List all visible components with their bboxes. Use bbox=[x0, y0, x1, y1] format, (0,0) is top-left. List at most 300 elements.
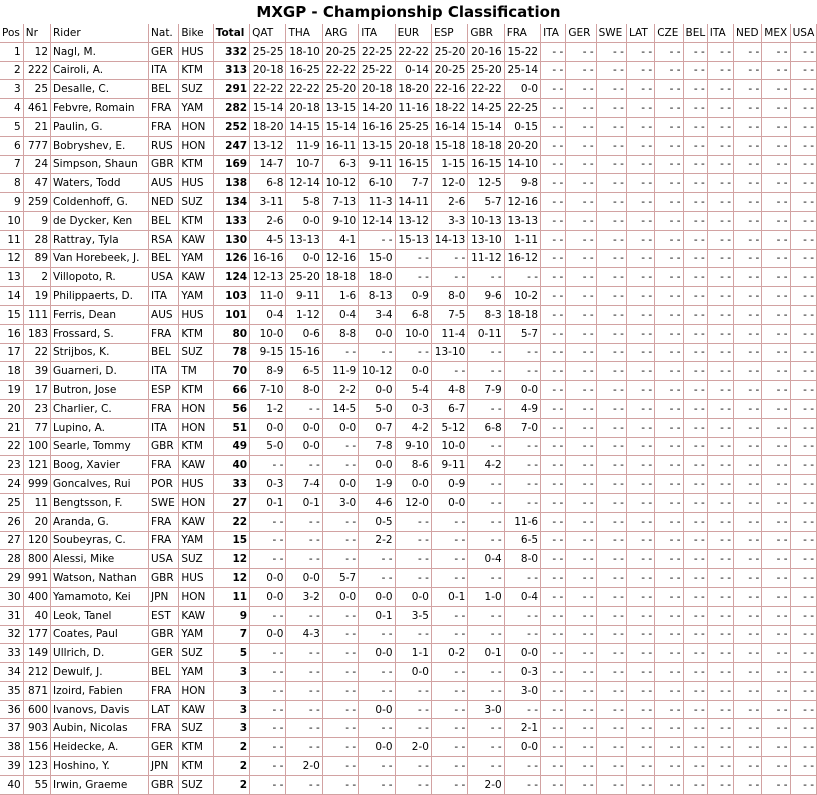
race-result-cell: 15-0 bbox=[359, 249, 395, 268]
race-result-cell: - - bbox=[541, 738, 566, 757]
table-row bbox=[0, 381, 817, 400]
race-result-cell: - - bbox=[683, 155, 707, 174]
total-points-cell: 80 bbox=[213, 324, 249, 343]
race-result-cell: 0-0 bbox=[286, 437, 322, 456]
race-result-cell: 1-12 bbox=[286, 305, 322, 324]
race-result-cell: - - bbox=[395, 343, 431, 362]
race-result-cell: - - bbox=[395, 719, 431, 738]
bike-cell: YAM bbox=[179, 663, 213, 682]
rider-name-cell: Soubeyras, C. bbox=[51, 531, 149, 550]
nationality-cell: GBR bbox=[149, 437, 179, 456]
column-header-21: NED bbox=[734, 24, 762, 42]
race-result-cell: - - bbox=[541, 117, 566, 136]
rider-number-cell: 40 bbox=[23, 606, 50, 625]
race-result-cell: - - bbox=[683, 211, 707, 230]
race-result-cell: 4-2 bbox=[395, 418, 431, 437]
race-result-cell: 20-18 bbox=[359, 80, 395, 99]
rider-number-cell: 156 bbox=[23, 738, 50, 757]
race-result-cell: 0-0 bbox=[504, 381, 540, 400]
race-result-cell: 15-16 bbox=[286, 343, 322, 362]
race-result-cell: - - bbox=[566, 343, 596, 362]
race-result-cell: - - bbox=[762, 61, 790, 80]
race-result-cell: - - bbox=[359, 569, 395, 588]
race-result-cell: 4-8 bbox=[431, 381, 467, 400]
position-cell: 28 bbox=[0, 550, 23, 569]
rider-name-cell: Yamamoto, Kei bbox=[51, 587, 149, 606]
total-points-cell: 3 bbox=[213, 681, 249, 700]
race-result-cell: - - bbox=[596, 381, 626, 400]
rider-name-cell: Rattray, Tyla bbox=[51, 230, 149, 249]
race-result-cell: - - bbox=[541, 757, 566, 776]
bike-cell: HON bbox=[179, 117, 213, 136]
rider-number-cell: 21 bbox=[23, 117, 50, 136]
race-result-cell: - - bbox=[541, 644, 566, 663]
total-points-cell: 51 bbox=[213, 418, 249, 437]
position-cell: 10 bbox=[0, 211, 23, 230]
race-result-cell: - - bbox=[566, 719, 596, 738]
nationality-cell: FRA bbox=[149, 324, 179, 343]
race-result-cell: - - bbox=[707, 99, 733, 118]
race-result-cell: - - bbox=[655, 757, 683, 776]
race-result-cell: 11-6 bbox=[504, 512, 540, 531]
bike-cell: SUZ bbox=[179, 644, 213, 663]
race-result-cell: 15-14 bbox=[468, 117, 504, 136]
race-result-cell: - - bbox=[790, 117, 816, 136]
race-result-cell: - - bbox=[566, 456, 596, 475]
race-result-cell: - - bbox=[683, 381, 707, 400]
race-result-cell: - - bbox=[707, 211, 733, 230]
race-result-cell: 7-9 bbox=[468, 381, 504, 400]
race-result-cell: - - bbox=[734, 738, 762, 757]
rider-name-cell: Alessi, Mike bbox=[51, 550, 149, 569]
race-result-cell: - - bbox=[655, 42, 683, 61]
race-result-cell: - - bbox=[683, 587, 707, 606]
race-result-cell: - - bbox=[734, 475, 762, 494]
race-result-cell: - - bbox=[566, 136, 596, 155]
position-cell: 25 bbox=[0, 493, 23, 512]
nationality-cell: FRA bbox=[149, 456, 179, 475]
bike-cell: YAM bbox=[179, 625, 213, 644]
race-result-cell: - - bbox=[250, 531, 286, 550]
race-result-cell: - - bbox=[655, 437, 683, 456]
bike-cell: KTM bbox=[179, 381, 213, 400]
race-result-cell: - - bbox=[286, 550, 322, 569]
table-row bbox=[0, 531, 817, 550]
race-result-cell: - - bbox=[734, 550, 762, 569]
column-header-10: EUR bbox=[395, 24, 431, 42]
column-header-16: SWE bbox=[596, 24, 626, 42]
bike-cell: KTM bbox=[179, 437, 213, 456]
race-result-cell: - - bbox=[250, 663, 286, 682]
race-result-cell: - - bbox=[596, 681, 626, 700]
race-result-cell: 14-10 bbox=[504, 155, 540, 174]
race-result-cell: - - bbox=[431, 738, 467, 757]
race-result-cell: - - bbox=[286, 663, 322, 682]
race-result-cell: 8-13 bbox=[359, 287, 395, 306]
race-result-cell: 22-25 bbox=[504, 99, 540, 118]
race-result-cell: 22-22 bbox=[322, 61, 358, 80]
race-result-cell: - - bbox=[431, 550, 467, 569]
race-result-cell: - - bbox=[655, 305, 683, 324]
table-row bbox=[0, 663, 817, 682]
table-body bbox=[0, 42, 817, 794]
race-result-cell: - - bbox=[790, 512, 816, 531]
race-result-cell: - - bbox=[655, 531, 683, 550]
race-result-cell: - - bbox=[566, 475, 596, 494]
race-result-cell: 16-14 bbox=[431, 117, 467, 136]
race-result-cell: 7-10 bbox=[250, 381, 286, 400]
race-result-cell: - - bbox=[655, 343, 683, 362]
rider-name-cell: Nagl, M. bbox=[51, 42, 149, 61]
race-result-cell: - - bbox=[683, 644, 707, 663]
race-result-cell: 0-0 bbox=[359, 644, 395, 663]
race-result-cell: - - bbox=[683, 550, 707, 569]
rider-name-cell: Coates, Paul bbox=[51, 625, 149, 644]
race-result-cell: - - bbox=[655, 136, 683, 155]
race-result-cell: - - bbox=[541, 775, 566, 794]
race-result-cell: 25-25 bbox=[250, 42, 286, 61]
race-result-cell: 0-1 bbox=[431, 587, 467, 606]
rider-number-cell: 259 bbox=[23, 193, 50, 212]
nationality-cell: RSA bbox=[149, 230, 179, 249]
race-result-cell: - - bbox=[596, 136, 626, 155]
race-result-cell: - - bbox=[431, 268, 467, 287]
race-result-cell: - - bbox=[734, 193, 762, 212]
total-points-cell: 313 bbox=[213, 61, 249, 80]
rider-number-cell: 2 bbox=[23, 268, 50, 287]
nationality-cell: FRA bbox=[149, 719, 179, 738]
race-result-cell: - - bbox=[762, 644, 790, 663]
position-cell: 29 bbox=[0, 569, 23, 588]
race-result-cell: - - bbox=[541, 418, 566, 437]
table-row bbox=[0, 268, 817, 287]
rider-name-cell: Searle, Tommy bbox=[51, 437, 149, 456]
race-result-cell: 9-10 bbox=[322, 211, 358, 230]
race-result-cell: - - bbox=[655, 606, 683, 625]
race-result-cell: - - bbox=[707, 343, 733, 362]
race-result-cell: 2-0 bbox=[286, 757, 322, 776]
column-header-1: Nr bbox=[23, 24, 50, 42]
race-result-cell: - - bbox=[359, 775, 395, 794]
race-result-cell: 3-0 bbox=[504, 681, 540, 700]
bike-cell: HON bbox=[179, 418, 213, 437]
nationality-cell: LAT bbox=[149, 700, 179, 719]
race-result-cell: - - bbox=[566, 437, 596, 456]
column-header-17: LAT bbox=[626, 24, 654, 42]
total-points-cell: 49 bbox=[213, 437, 249, 456]
race-result-cell: - - bbox=[683, 80, 707, 99]
position-cell: 17 bbox=[0, 343, 23, 362]
race-result-cell: - - bbox=[626, 136, 654, 155]
race-result-cell: - - bbox=[762, 700, 790, 719]
race-result-cell: - - bbox=[596, 475, 626, 494]
column-header-4: Bike bbox=[179, 24, 213, 42]
rider-name-cell: Strijbos, K. bbox=[51, 343, 149, 362]
race-result-cell: - - bbox=[468, 512, 504, 531]
race-result-cell: - - bbox=[655, 775, 683, 794]
race-result-cell: - - bbox=[790, 193, 816, 212]
race-result-cell: 0-0 bbox=[504, 80, 540, 99]
race-result-cell: 0-0 bbox=[286, 569, 322, 588]
race-result-cell: - - bbox=[322, 663, 358, 682]
rider-number-cell: 871 bbox=[23, 681, 50, 700]
nationality-cell: FRA bbox=[149, 399, 179, 418]
race-result-cell: 0-0 bbox=[286, 418, 322, 437]
race-result-cell: - - bbox=[541, 681, 566, 700]
race-result-cell: - - bbox=[541, 193, 566, 212]
nationality-cell: NED bbox=[149, 193, 179, 212]
race-result-cell: - - bbox=[683, 475, 707, 494]
nationality-cell: ITA bbox=[149, 418, 179, 437]
rider-number-cell: 17 bbox=[23, 381, 50, 400]
race-result-cell: - - bbox=[683, 287, 707, 306]
race-result-cell: 18-10 bbox=[286, 42, 322, 61]
race-result-cell: - - bbox=[790, 249, 816, 268]
bike-cell: YAM bbox=[179, 287, 213, 306]
race-result-cell: - - bbox=[541, 80, 566, 99]
race-result-cell: 13-10 bbox=[468, 230, 504, 249]
rider-number-cell: 999 bbox=[23, 475, 50, 494]
rider-name-cell: Febvre, Romain bbox=[51, 99, 149, 118]
race-result-cell: - - bbox=[683, 531, 707, 550]
race-result-cell: - - bbox=[626, 362, 654, 381]
race-result-cell: 10-0 bbox=[431, 437, 467, 456]
race-result-cell: - - bbox=[626, 738, 654, 757]
race-result-cell: 0-0 bbox=[359, 738, 395, 757]
race-result-cell: - - bbox=[395, 249, 431, 268]
race-result-cell: - - bbox=[734, 99, 762, 118]
race-result-cell: 0-4 bbox=[322, 305, 358, 324]
table-row bbox=[0, 625, 817, 644]
race-result-cell: - - bbox=[566, 117, 596, 136]
race-result-cell: - - bbox=[655, 456, 683, 475]
race-result-cell: - - bbox=[790, 757, 816, 776]
race-result-cell: - - bbox=[762, 305, 790, 324]
rider-number-cell: 25 bbox=[23, 80, 50, 99]
table-row bbox=[0, 287, 817, 306]
bike-cell: KAW bbox=[179, 268, 213, 287]
race-result-cell: - - bbox=[596, 512, 626, 531]
table-row bbox=[0, 606, 817, 625]
race-result-cell: - - bbox=[596, 757, 626, 776]
rider-name-cell: Dewulf, J. bbox=[51, 663, 149, 682]
race-result-cell: - - bbox=[734, 305, 762, 324]
race-result-cell: - - bbox=[655, 211, 683, 230]
rider-number-cell: 77 bbox=[23, 418, 50, 437]
race-result-cell: - - bbox=[707, 117, 733, 136]
race-result-cell: - - bbox=[468, 663, 504, 682]
race-result-cell: 16-16 bbox=[250, 249, 286, 268]
rider-number-cell: 11 bbox=[23, 493, 50, 512]
total-points-cell: 3 bbox=[213, 700, 249, 719]
bike-cell: SUZ bbox=[179, 550, 213, 569]
race-result-cell: - - bbox=[734, 324, 762, 343]
race-result-cell: - - bbox=[596, 249, 626, 268]
race-result-cell: 12-14 bbox=[286, 174, 322, 193]
rider-name-cell: Desalle, C. bbox=[51, 80, 149, 99]
total-points-cell: 3 bbox=[213, 663, 249, 682]
column-header-11: ESP bbox=[431, 24, 467, 42]
race-result-cell: - - bbox=[626, 418, 654, 437]
position-cell: 11 bbox=[0, 230, 23, 249]
table-row bbox=[0, 193, 817, 212]
nationality-cell: ITA bbox=[149, 287, 179, 306]
race-result-cell: - - bbox=[655, 663, 683, 682]
race-result-cell: - - bbox=[790, 287, 816, 306]
race-result-cell: - - bbox=[655, 324, 683, 343]
race-result-cell: 10-2 bbox=[504, 287, 540, 306]
race-result-cell: 22-22 bbox=[395, 42, 431, 61]
race-result-cell: - - bbox=[655, 475, 683, 494]
race-result-cell: - - bbox=[468, 475, 504, 494]
race-result-cell: 7-13 bbox=[322, 193, 358, 212]
race-result-cell: 0-3 bbox=[395, 399, 431, 418]
race-result-cell: 0-1 bbox=[359, 606, 395, 625]
race-result-cell: - - bbox=[541, 211, 566, 230]
race-result-cell: - - bbox=[655, 61, 683, 80]
race-result-cell: - - bbox=[762, 42, 790, 61]
position-cell: 21 bbox=[0, 418, 23, 437]
race-result-cell: - - bbox=[734, 531, 762, 550]
race-result-cell: 14-5 bbox=[322, 399, 358, 418]
race-result-cell: - - bbox=[762, 211, 790, 230]
position-cell: 27 bbox=[0, 531, 23, 550]
position-cell: 34 bbox=[0, 663, 23, 682]
race-result-cell: - - bbox=[596, 738, 626, 757]
race-result-cell: - - bbox=[322, 531, 358, 550]
race-result-cell: - - bbox=[707, 80, 733, 99]
race-result-cell: - - bbox=[566, 493, 596, 512]
nationality-cell: GER bbox=[149, 644, 179, 663]
bike-cell: KAW bbox=[179, 512, 213, 531]
rider-number-cell: 24 bbox=[23, 155, 50, 174]
race-result-cell: 3-5 bbox=[395, 606, 431, 625]
race-result-cell: 13-15 bbox=[359, 136, 395, 155]
race-result-cell: 6-5 bbox=[504, 531, 540, 550]
race-result-cell: - - bbox=[762, 249, 790, 268]
race-result-cell: - - bbox=[790, 606, 816, 625]
race-result-cell: - - bbox=[566, 249, 596, 268]
race-result-cell: 0-6 bbox=[286, 324, 322, 343]
race-result-cell: - - bbox=[431, 569, 467, 588]
race-result-cell: - - bbox=[762, 663, 790, 682]
bike-cell: HUS bbox=[179, 475, 213, 494]
position-cell: 15 bbox=[0, 305, 23, 324]
race-result-cell: 4-3 bbox=[286, 625, 322, 644]
rider-name-cell: Philippaerts, D. bbox=[51, 287, 149, 306]
race-result-cell: - - bbox=[566, 80, 596, 99]
race-result-cell: - - bbox=[431, 606, 467, 625]
bike-cell: HUS bbox=[179, 42, 213, 61]
race-result-cell: - - bbox=[359, 681, 395, 700]
race-result-cell: - - bbox=[790, 61, 816, 80]
bike-cell: HON bbox=[179, 399, 213, 418]
race-result-cell: - - bbox=[566, 625, 596, 644]
race-result-cell: - - bbox=[790, 211, 816, 230]
race-result-cell: 3-4 bbox=[359, 305, 395, 324]
race-result-cell: - - bbox=[762, 193, 790, 212]
race-result-cell: 6-8 bbox=[250, 174, 286, 193]
race-result-cell: 16-12 bbox=[504, 249, 540, 268]
column-header-13: FRA bbox=[504, 24, 540, 42]
race-result-cell: - - bbox=[790, 268, 816, 287]
race-result-cell: - - bbox=[683, 456, 707, 475]
race-result-cell: - - bbox=[504, 625, 540, 644]
race-result-cell: - - bbox=[395, 681, 431, 700]
race-result-cell: 8-9 bbox=[250, 362, 286, 381]
race-result-cell: - - bbox=[762, 775, 790, 794]
race-result-cell: 0-0 bbox=[250, 569, 286, 588]
race-result-cell: 7-4 bbox=[286, 475, 322, 494]
race-result-cell: - - bbox=[790, 738, 816, 757]
race-result-cell: - - bbox=[762, 719, 790, 738]
race-result-cell: - - bbox=[683, 99, 707, 118]
race-result-cell: - - bbox=[431, 362, 467, 381]
position-cell: 8 bbox=[0, 174, 23, 193]
race-result-cell: - - bbox=[707, 136, 733, 155]
race-result-cell: 0-9 bbox=[431, 475, 467, 494]
position-cell: 1 bbox=[0, 42, 23, 61]
race-result-cell: - - bbox=[683, 493, 707, 512]
race-result-cell: 6-3 bbox=[322, 155, 358, 174]
race-result-cell: - - bbox=[626, 211, 654, 230]
race-result-cell: - - bbox=[566, 287, 596, 306]
race-result-cell: 6-7 bbox=[431, 399, 467, 418]
race-result-cell: 8-0 bbox=[431, 287, 467, 306]
race-result-cell: - - bbox=[596, 663, 626, 682]
race-result-cell: - - bbox=[626, 42, 654, 61]
race-result-cell: - - bbox=[734, 155, 762, 174]
race-result-cell: 6-8 bbox=[395, 305, 431, 324]
total-points-cell: 126 bbox=[213, 249, 249, 268]
race-result-cell: 22-22 bbox=[468, 80, 504, 99]
position-cell: 30 bbox=[0, 587, 23, 606]
race-result-cell: - - bbox=[683, 719, 707, 738]
race-result-cell: - - bbox=[626, 700, 654, 719]
race-result-cell: 13-13 bbox=[286, 230, 322, 249]
race-result-cell: 11-9 bbox=[286, 136, 322, 155]
race-result-cell: - - bbox=[707, 531, 733, 550]
column-header-12: GBR bbox=[468, 24, 504, 42]
race-result-cell: 11-9 bbox=[322, 362, 358, 381]
race-result-cell: - - bbox=[566, 324, 596, 343]
bike-cell: KAW bbox=[179, 456, 213, 475]
race-result-cell: - - bbox=[286, 681, 322, 700]
race-result-cell: - - bbox=[790, 625, 816, 644]
race-result-cell: - - bbox=[707, 606, 733, 625]
race-result-cell: 4-2 bbox=[468, 456, 504, 475]
rider-number-cell: 120 bbox=[23, 531, 50, 550]
race-result-cell: - - bbox=[395, 775, 431, 794]
race-result-cell: - - bbox=[286, 775, 322, 794]
race-result-cell: - - bbox=[596, 587, 626, 606]
table-row bbox=[0, 99, 817, 118]
position-cell: 3 bbox=[0, 80, 23, 99]
table-row bbox=[0, 61, 817, 80]
race-result-cell: - - bbox=[250, 681, 286, 700]
race-result-cell: - - bbox=[566, 738, 596, 757]
race-result-cell: - - bbox=[566, 399, 596, 418]
race-result-cell: - - bbox=[566, 174, 596, 193]
rider-number-cell: 903 bbox=[23, 719, 50, 738]
race-result-cell: - - bbox=[468, 493, 504, 512]
race-result-cell: - - bbox=[683, 117, 707, 136]
nationality-cell: RUS bbox=[149, 136, 179, 155]
rider-number-cell: 19 bbox=[23, 287, 50, 306]
race-result-cell: - - bbox=[596, 569, 626, 588]
race-result-cell: - - bbox=[541, 606, 566, 625]
race-result-cell: 0-0 bbox=[359, 381, 395, 400]
